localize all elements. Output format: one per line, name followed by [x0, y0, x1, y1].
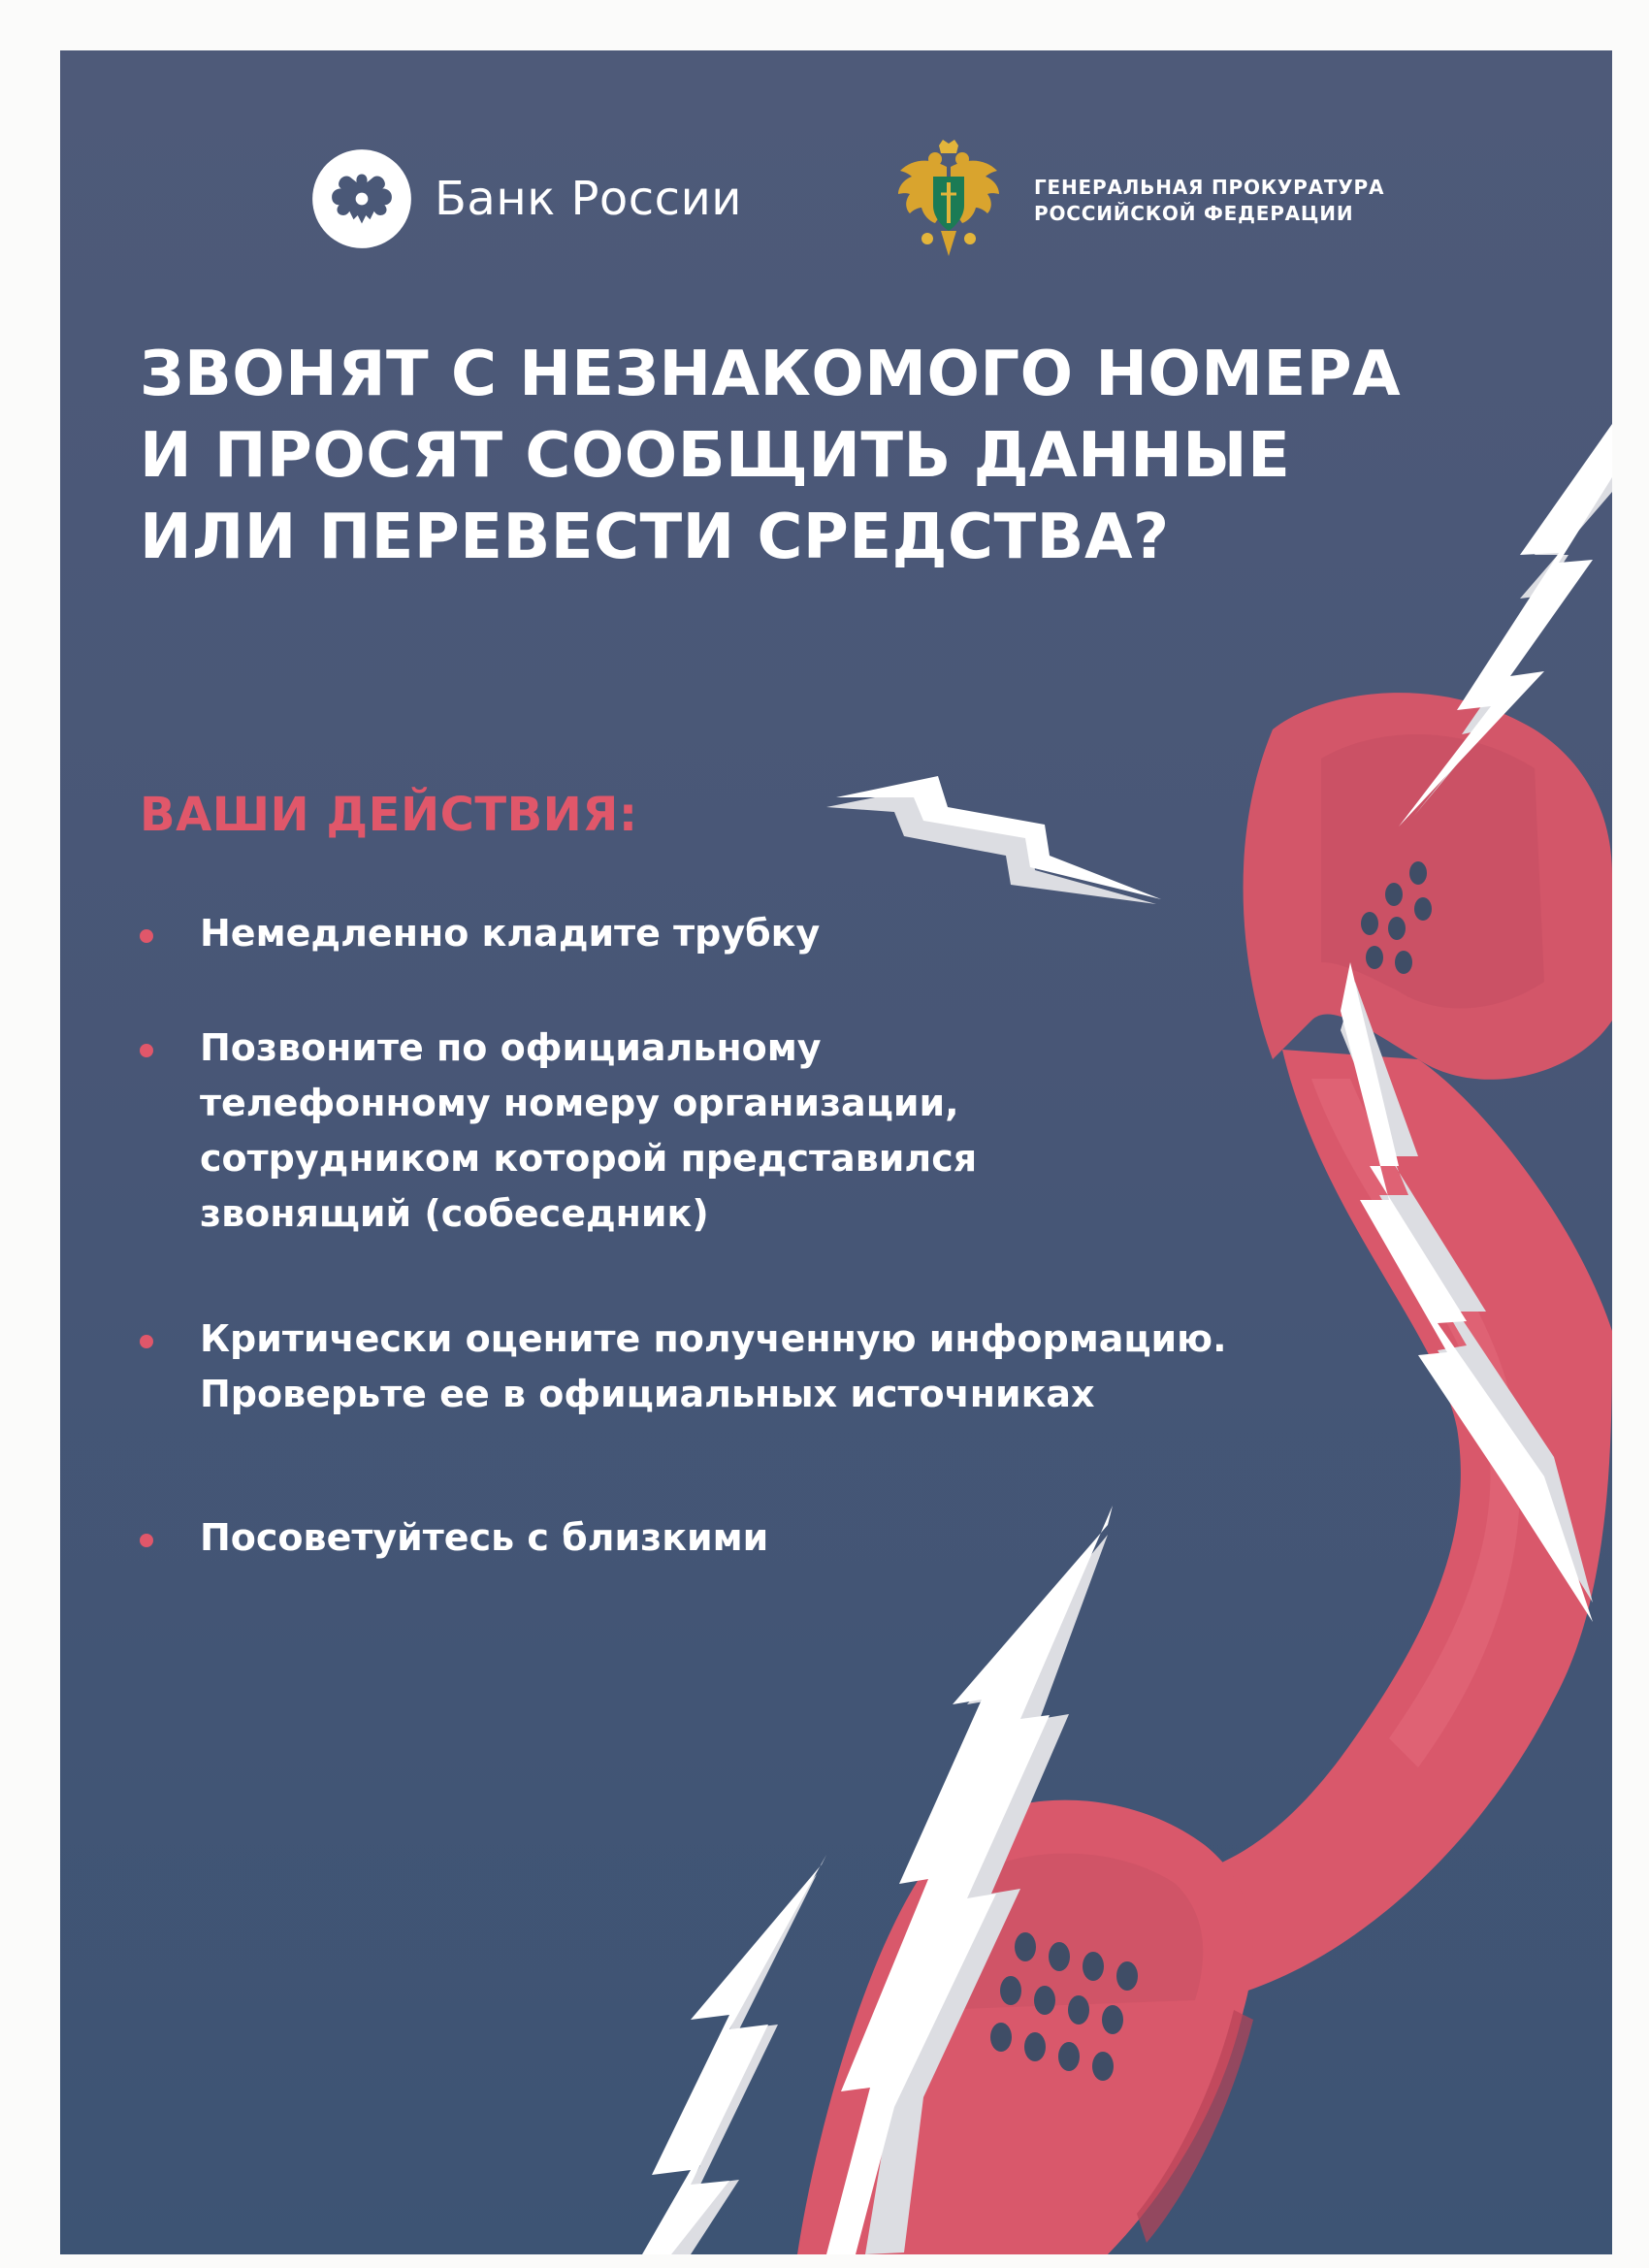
- action-line: Критически оцените полученную информацию.: [200, 1317, 1227, 1360]
- prosecutor-general-logo: [890, 138, 1384, 264]
- headline-line3: ИЛИ ПЕРЕВЕСТИ СРЕДСТВА?: [140, 502, 1170, 573]
- bullet-icon: [140, 1335, 153, 1348]
- action-item: [140, 1312, 1227, 1422]
- bullet-icon: [140, 929, 153, 943]
- action-item: [140, 1510, 768, 1566]
- action-line: телефонному номеру организации,: [200, 1082, 959, 1124]
- headline-line1: ЗВОНЯТ С НЕЗНАКОМОГО НОМЕРА: [140, 339, 1402, 410]
- prosecutor-general-name: [1034, 175, 1384, 227]
- action-line: Посоветуйтесь с близкими: [200, 1516, 769, 1559]
- action-line: звонящий (собеседник): [200, 1192, 709, 1235]
- action-text: [200, 1510, 768, 1566]
- coat-of-arms-icon: [890, 138, 1007, 264]
- action-text: [200, 1021, 977, 1242]
- double-headed-eagle-icon: [310, 147, 413, 250]
- bank-name: Банк России: [435, 172, 742, 226]
- actions-heading: ВАШИ ДЕЙСТВИЯ:: [140, 788, 638, 842]
- bullet-icon: [140, 1044, 153, 1057]
- bank-of-russia-logo: [310, 147, 742, 250]
- action-line: сотрудником которой представился: [200, 1137, 978, 1180]
- prosecutor-name-line1: ГЕНЕРАЛЬНАЯ ПРОКУРАТУРА: [1034, 176, 1385, 199]
- headline-line2: И ПРОСЯТ СООБЩИТЬ ДАННЫЕ: [140, 420, 1291, 492]
- page-title: [140, 334, 1401, 578]
- action-line: Немедленно кладите трубку: [200, 912, 821, 955]
- action-text: [200, 906, 820, 961]
- action-line: Позвоните по официальному: [200, 1026, 822, 1069]
- bullet-icon: [140, 1534, 153, 1547]
- action-item: [140, 906, 820, 961]
- action-item: [140, 1021, 977, 1242]
- prosecutor-name-line2: РОССИЙСКОЙ ФЕДЕРАЦИИ: [1034, 202, 1354, 225]
- action-text: [200, 1312, 1227, 1422]
- action-line: Проверьте ее в официальных источниках: [200, 1373, 1095, 1415]
- poster: [60, 50, 1612, 2254]
